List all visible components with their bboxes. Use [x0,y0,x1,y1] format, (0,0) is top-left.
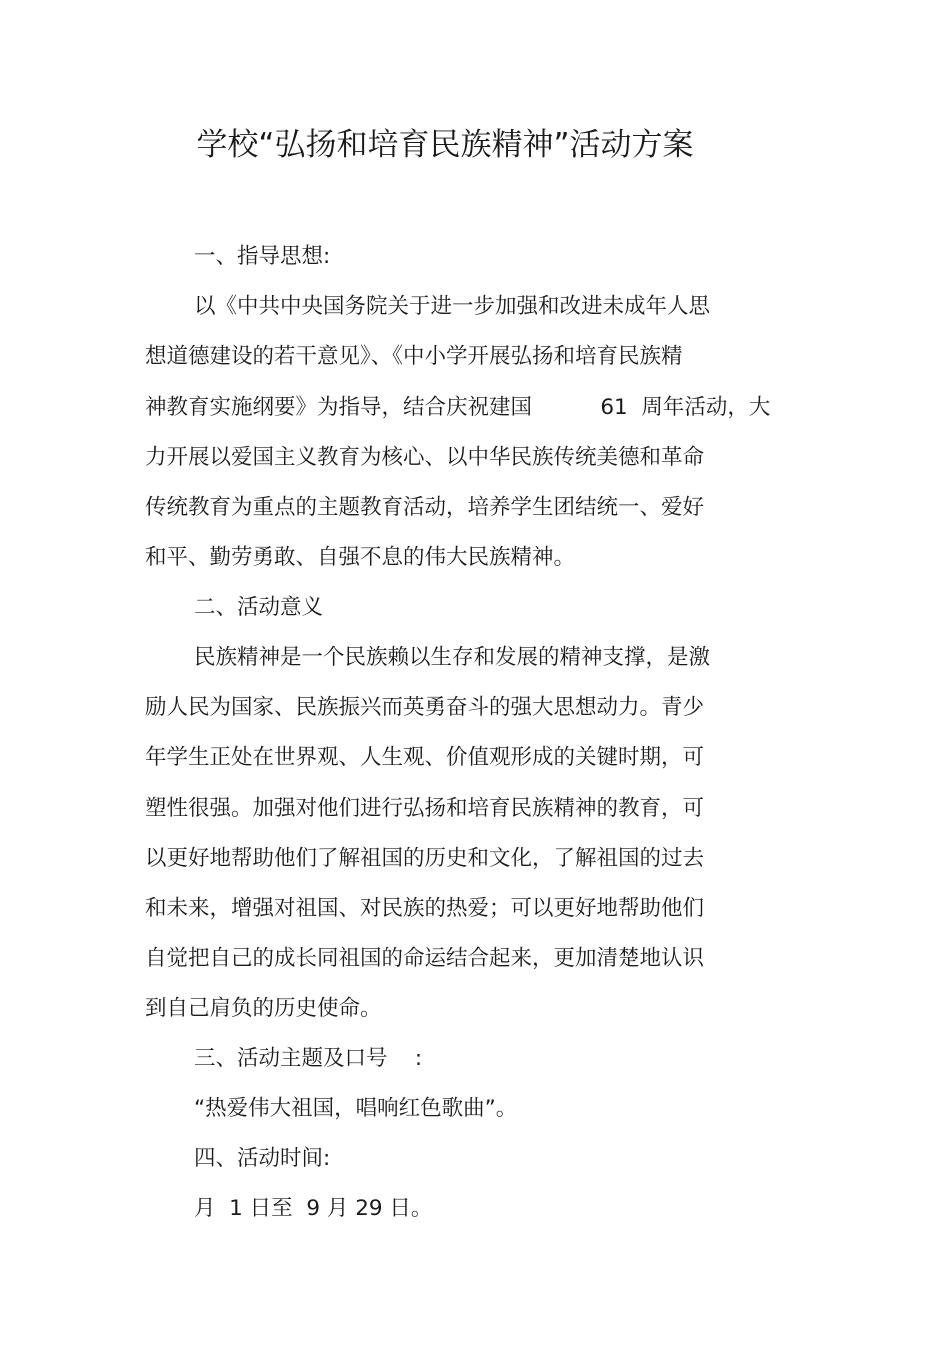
slogan-line: “热爱伟大祖国，唱响红色歌曲”。 [194,1096,518,1121]
paragraph-line: 民族精神是一个民族赖以生存和发展的精神支撑，是激 [194,645,711,670]
paragraph-line: 以更好地帮助他们了解祖国的历史和文化，了解祖国的过去 [145,846,705,871]
paragraph-line: 以《中共中央国务院关于进一步加强和改进未成年人思 [194,294,711,319]
paragraph-line: 励人民为国家、民族振兴而英勇奋斗的强大思想动力。青少 [145,695,705,720]
paragraph-line: 想道德建设的若干意见》、《中小学开展弘扬和培育民族精 [145,344,683,369]
paragraph-line: 塑性很强。加强对他们进行弘扬和培育民族精神的教育，可 [145,796,705,821]
paragraph-line: 年学生正处在世界观、人生观、价值观形成的关键时期，可 [145,745,705,770]
paragraph-line: 和未来，增强对祖国、对民族的热爱；可以更好地帮助他们 [145,896,705,921]
section-heading-theme-slogan: 三、活动主题及口号 : [194,1046,423,1071]
paragraph-line: 和平、勤劳勇敢、自强不息的伟大民族精神。 [145,545,576,570]
date-line: 月 1 日至 9 月 29 日。 [194,1196,433,1221]
paragraph-line: 力开展以爱国主义教育为核心、以中华民族传统美德和革命 [145,445,705,470]
paragraph-line: 到自己肩负的历史使命。 [145,996,382,1021]
paragraph-line: 传统教育为重点的主题教育活动，培养学生团结统一、爱好 [145,495,705,520]
paragraph-line: 自觉把自己的成长同祖国的命运结合起来，更加清楚地认识 [145,946,705,971]
document-title: 学校“弘扬和培育民族精神”活动方案 [196,127,694,163]
section-heading-time: 四、活动时间: [194,1146,331,1171]
paragraph-line: 神教育实施纲要》为指导，结合庆祝建国 61 周年活动，大 [145,395,771,420]
section-heading-guiding-ideology: 一、指导思想: [194,244,331,269]
section-heading-significance: 二、活动意义 [194,595,324,620]
